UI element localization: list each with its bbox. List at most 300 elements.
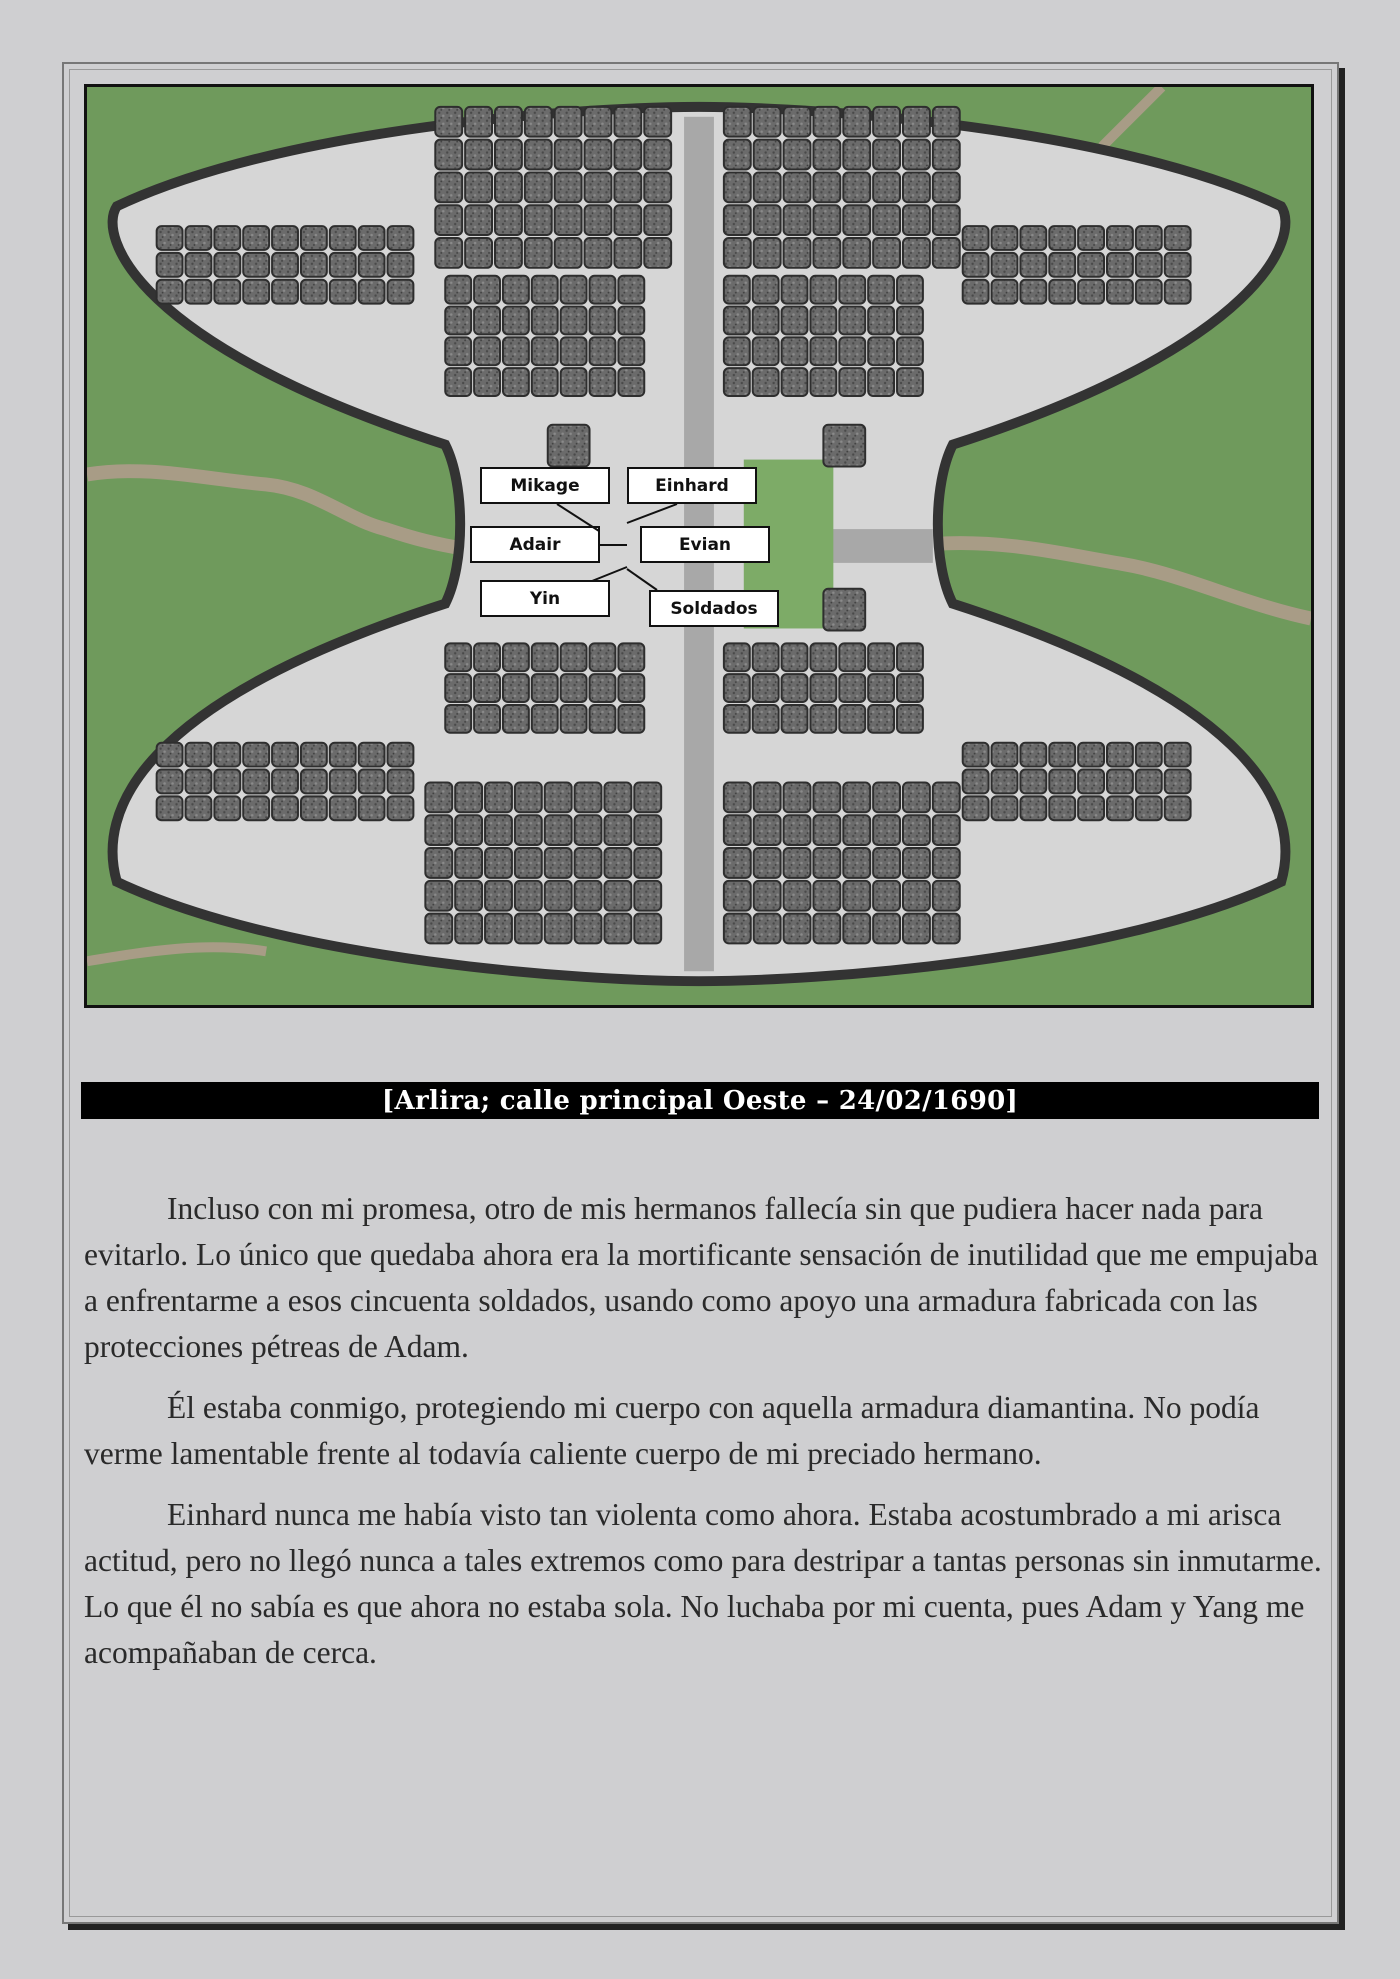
building (813, 238, 840, 268)
building (1136, 226, 1162, 250)
building (933, 140, 960, 170)
building (532, 674, 558, 702)
building (784, 848, 811, 878)
building (963, 280, 989, 304)
building (963, 770, 989, 794)
building (813, 172, 840, 202)
building (445, 276, 471, 304)
building (933, 782, 960, 812)
building (474, 337, 500, 365)
building (897, 276, 923, 304)
building (503, 643, 529, 671)
building (753, 337, 779, 365)
building (214, 280, 240, 304)
building (782, 337, 808, 365)
building (903, 782, 930, 812)
building (575, 815, 602, 845)
building (388, 253, 414, 277)
building (843, 782, 870, 812)
building (503, 276, 529, 304)
building (435, 205, 462, 235)
building (614, 205, 641, 235)
building (214, 226, 240, 250)
story-text (84, 1186, 1324, 1691)
building (495, 238, 522, 268)
building (724, 172, 751, 202)
building (868, 674, 894, 702)
building (455, 815, 482, 845)
label-yin: Yin (480, 580, 610, 617)
building (839, 276, 865, 304)
building (272, 253, 298, 277)
building (1107, 796, 1133, 820)
building (1107, 280, 1133, 304)
building (561, 705, 587, 733)
building (618, 674, 644, 702)
building (992, 743, 1018, 767)
building (555, 107, 582, 137)
building (532, 705, 558, 733)
building (897, 337, 923, 365)
building (810, 643, 836, 671)
building (503, 337, 529, 365)
building (425, 881, 452, 911)
building (585, 172, 612, 202)
building (644, 140, 671, 170)
building (963, 796, 989, 820)
building (644, 238, 671, 268)
building (561, 368, 587, 396)
building (810, 307, 836, 335)
building (1049, 253, 1075, 277)
building (503, 674, 529, 702)
building (897, 643, 923, 671)
building (839, 643, 865, 671)
building (782, 705, 808, 733)
building (186, 253, 212, 277)
building (157, 280, 183, 304)
building (868, 276, 894, 304)
building (272, 226, 298, 250)
building (813, 205, 840, 235)
building (585, 238, 612, 268)
building (634, 848, 661, 878)
building (634, 815, 661, 845)
building (903, 107, 930, 137)
building (359, 743, 385, 767)
building (359, 770, 385, 794)
building (813, 881, 840, 911)
building (903, 914, 930, 944)
building (157, 253, 183, 277)
building (724, 238, 751, 268)
building (545, 782, 572, 812)
building (873, 815, 900, 845)
building (515, 881, 542, 911)
building (555, 172, 582, 202)
building (784, 238, 811, 268)
building (585, 140, 612, 170)
building (992, 226, 1018, 250)
building (784, 782, 811, 812)
building (445, 643, 471, 671)
building (897, 674, 923, 702)
building (1078, 280, 1104, 304)
building (903, 238, 930, 268)
building (575, 881, 602, 911)
building (992, 253, 1018, 277)
label-mikage: Mikage (480, 467, 610, 504)
building (933, 172, 960, 202)
building (782, 368, 808, 396)
building (545, 914, 572, 944)
building (575, 782, 602, 812)
building (753, 674, 779, 702)
building (465, 140, 492, 170)
building (157, 743, 183, 767)
building (618, 643, 644, 671)
building (813, 914, 840, 944)
building (359, 253, 385, 277)
building (590, 674, 616, 702)
building (455, 914, 482, 944)
building (465, 172, 492, 202)
building (590, 643, 616, 671)
building (813, 140, 840, 170)
building (1078, 796, 1104, 820)
building (813, 782, 840, 812)
building (1020, 253, 1046, 277)
building (243, 280, 269, 304)
building (868, 307, 894, 335)
building (301, 770, 327, 794)
building (813, 107, 840, 137)
building (754, 914, 781, 944)
building (724, 881, 751, 911)
building (561, 674, 587, 702)
building (903, 205, 930, 235)
building (214, 770, 240, 794)
building (555, 205, 582, 235)
building (1107, 253, 1133, 277)
paragraph-3: Einhard nunca me había visto tan violenta como ahora. Estaba acostumbrado a mi arisca actitud, pero no llegó nunca a tales extremos como para destripar a tantas personas sin inmutarme. Lo que él no sabía es que ahora no estaba sola. No luchaba por mi cuenta, pues Adam y Yang me acompañaban de cerca. (84, 1497, 1322, 1670)
building (157, 770, 183, 794)
building (839, 674, 865, 702)
building (214, 253, 240, 277)
building (1020, 280, 1046, 304)
building (1049, 770, 1075, 794)
building (515, 848, 542, 878)
building (388, 226, 414, 250)
building (724, 107, 751, 137)
building (548, 425, 590, 467)
building (214, 743, 240, 767)
building (810, 276, 836, 304)
building (903, 172, 930, 202)
building (425, 914, 452, 944)
building (933, 238, 960, 268)
building (873, 848, 900, 878)
building (724, 276, 750, 304)
building (388, 280, 414, 304)
building (1107, 770, 1133, 794)
building (634, 881, 661, 911)
building (839, 705, 865, 733)
building (724, 848, 751, 878)
building (897, 307, 923, 335)
building (868, 337, 894, 365)
building (485, 782, 512, 812)
building (330, 796, 356, 820)
building (933, 848, 960, 878)
building (425, 848, 452, 878)
building (810, 674, 836, 702)
building (753, 705, 779, 733)
building (724, 782, 751, 812)
building (873, 140, 900, 170)
building (186, 796, 212, 820)
building (532, 337, 558, 365)
building (1078, 226, 1104, 250)
building (186, 743, 212, 767)
building (839, 368, 865, 396)
building (724, 643, 750, 671)
building (897, 705, 923, 733)
building (754, 205, 781, 235)
building (525, 205, 552, 235)
building (1107, 743, 1133, 767)
building (614, 238, 641, 268)
building (485, 815, 512, 845)
building (1165, 280, 1191, 304)
building (445, 705, 471, 733)
building (330, 770, 356, 794)
building (532, 276, 558, 304)
building (754, 140, 781, 170)
building (590, 307, 616, 335)
building (585, 205, 612, 235)
building (503, 307, 529, 335)
building (525, 140, 552, 170)
building (782, 674, 808, 702)
building (724, 815, 751, 845)
building (618, 368, 644, 396)
building (272, 796, 298, 820)
building (1136, 253, 1162, 277)
building (495, 172, 522, 202)
building (455, 848, 482, 878)
building (1136, 796, 1162, 820)
building (644, 107, 671, 137)
building (1020, 226, 1046, 250)
building (992, 796, 1018, 820)
building (724, 674, 750, 702)
building (485, 848, 512, 878)
building (545, 881, 572, 911)
building (525, 238, 552, 268)
building (753, 643, 779, 671)
building (243, 770, 269, 794)
building (618, 307, 644, 335)
building (425, 815, 452, 845)
building (782, 643, 808, 671)
building (753, 276, 779, 304)
building (724, 205, 751, 235)
building (157, 226, 183, 250)
building (1165, 796, 1191, 820)
building (823, 425, 865, 467)
building (868, 705, 894, 733)
paragraph-1: Incluso con mi promesa, otro de mis hermanos fallecía sin que pudiera hacer nada para evitarlo. Lo único que quedaba ahora era la mortificante sensación de inutilidad que me empujaba a enfrentarme a esos cincuenta soldados, usando como apoyo una armadura fabricada con las protecciones pétreas de Adam. (84, 1191, 1319, 1364)
building (1165, 743, 1191, 767)
building (724, 914, 751, 944)
building (843, 238, 870, 268)
building (933, 815, 960, 845)
building (810, 337, 836, 365)
building (445, 307, 471, 335)
building (465, 107, 492, 137)
building (843, 881, 870, 911)
building (590, 705, 616, 733)
building (604, 881, 631, 911)
building (503, 705, 529, 733)
building (868, 368, 894, 396)
building (644, 205, 671, 235)
building (873, 172, 900, 202)
building (555, 140, 582, 170)
building (485, 914, 512, 944)
building (214, 796, 240, 820)
building (753, 307, 779, 335)
building (1020, 743, 1046, 767)
building (272, 770, 298, 794)
scene-header: [Arlira; calle principal Oeste – 24/02/1690] (81, 1082, 1319, 1119)
building (272, 743, 298, 767)
building (455, 782, 482, 812)
building (445, 368, 471, 396)
building (272, 280, 298, 304)
building (784, 172, 811, 202)
building (474, 307, 500, 335)
building (1078, 743, 1104, 767)
building (614, 172, 641, 202)
building (784, 140, 811, 170)
building (784, 205, 811, 235)
building (330, 280, 356, 304)
building (903, 848, 930, 878)
building (843, 914, 870, 944)
building (1020, 770, 1046, 794)
building (545, 848, 572, 878)
building (963, 226, 989, 250)
label-einhard: Einhard (627, 467, 757, 504)
building (435, 107, 462, 137)
building (1165, 253, 1191, 277)
building (1049, 743, 1075, 767)
building (754, 848, 781, 878)
building (992, 280, 1018, 304)
building (618, 705, 644, 733)
building (575, 848, 602, 878)
building (495, 205, 522, 235)
building (782, 276, 808, 304)
building (330, 226, 356, 250)
building (445, 674, 471, 702)
building (186, 226, 212, 250)
building (753, 368, 779, 396)
building (474, 368, 500, 396)
building (301, 280, 327, 304)
building (1165, 770, 1191, 794)
building (157, 796, 183, 820)
building (425, 782, 452, 812)
building (843, 848, 870, 878)
building (644, 172, 671, 202)
building (963, 743, 989, 767)
paragraph-2: Él estaba conmigo, protegiendo mi cuerpo con aquella armadura diamantina. No podía verme lamentable frente al todavía caliente cuerpo de mi preciado hermano. (84, 1390, 1260, 1471)
building (754, 107, 781, 137)
building (435, 140, 462, 170)
building (810, 705, 836, 733)
building (301, 253, 327, 277)
building (754, 172, 781, 202)
building (485, 881, 512, 911)
building (839, 307, 865, 335)
building (301, 743, 327, 767)
building (1136, 770, 1162, 794)
building (465, 205, 492, 235)
building (1107, 226, 1133, 250)
building (1136, 743, 1162, 767)
building (474, 705, 500, 733)
building (525, 107, 552, 137)
building (618, 337, 644, 365)
building (843, 205, 870, 235)
building (186, 280, 212, 304)
building (455, 881, 482, 911)
building (1049, 796, 1075, 820)
building (590, 337, 616, 365)
building (724, 140, 751, 170)
building (590, 368, 616, 396)
building (634, 914, 661, 944)
building (330, 743, 356, 767)
building (754, 881, 781, 911)
label-adair: Adair (470, 526, 600, 563)
building (1049, 226, 1075, 250)
building (634, 782, 661, 812)
building (813, 815, 840, 845)
building (474, 674, 500, 702)
building (243, 253, 269, 277)
building (561, 337, 587, 365)
building (963, 253, 989, 277)
building (604, 782, 631, 812)
building (1136, 280, 1162, 304)
building (873, 107, 900, 137)
building (555, 238, 582, 268)
label-evian: Evian (640, 526, 770, 563)
building (754, 782, 781, 812)
building (604, 914, 631, 944)
building (813, 848, 840, 878)
building (933, 914, 960, 944)
building (873, 205, 900, 235)
building (724, 307, 750, 335)
building (724, 337, 750, 365)
building (474, 276, 500, 304)
building (515, 815, 542, 845)
